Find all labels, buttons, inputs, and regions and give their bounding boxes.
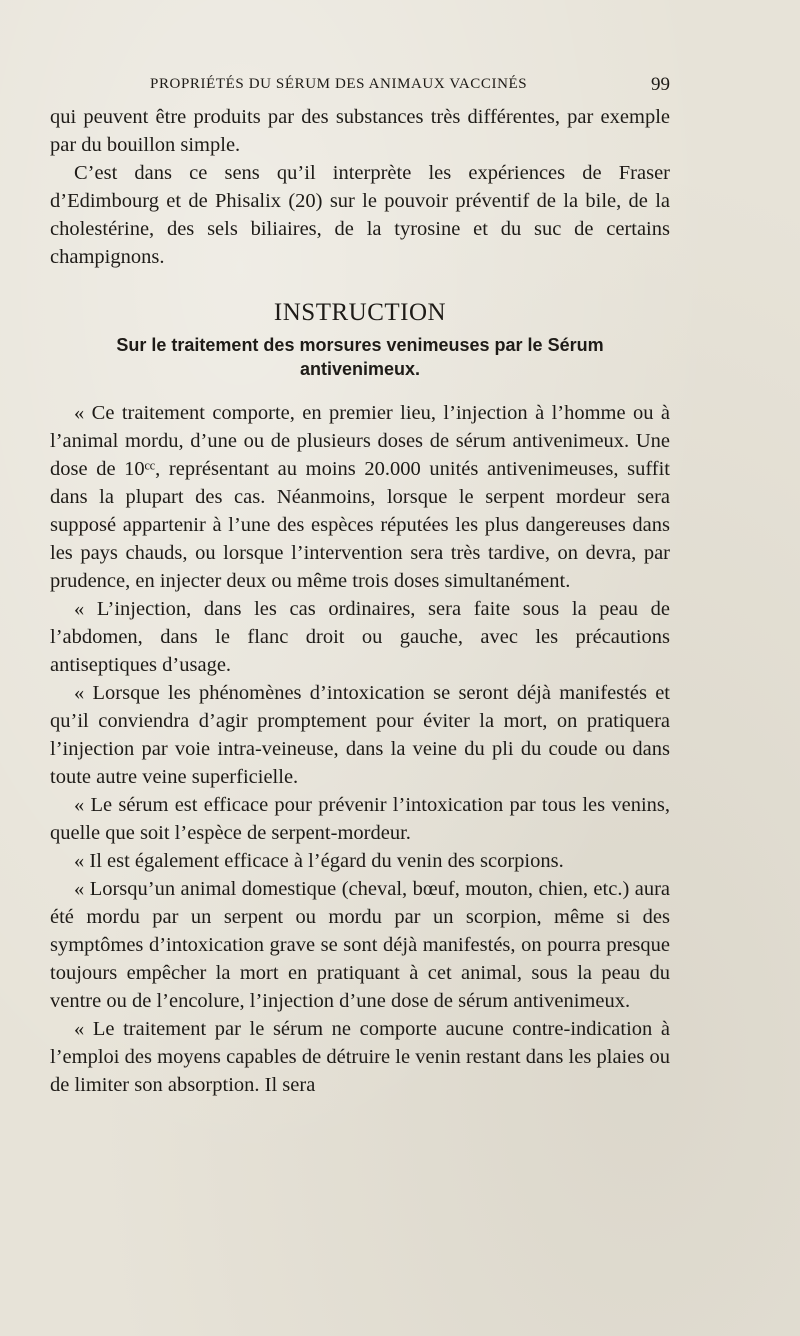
- page-number: 99: [651, 74, 670, 95]
- paragraph: « L’injection, dans les cas ordinaires, sera faite sous la peau de l’abdomen, dans le flanc droit ou gauche, avec les précautions antiseptiques d’usage.: [50, 598, 670, 676]
- paragraph: C’est dans ce sens qu’il interprète les expériences de Fraser d’Edimbourg et de Phisalix (20) sur le pouvoir préventif de la bile, de la cholestérine, des sels biliaires, de la tyrosine et du suc de certains champignons.: [50, 162, 670, 268]
- running-title: PROPRIÉTÉS DU SÉRUM DES ANIMAUX VACCINÉS: [150, 76, 528, 92]
- paragraph: « Lorsqu’un animal domestique (cheval, bœuf, mouton, chien, etc.) aura été mordu par un serpent ou mordu par un scorpion, même si des symptômes d’intoxication grave se sont déjà manifestés, on pourra presque toujours empêcher la mort en pratiquant à cet animal, sous la peau du ventre ou de l’encolure, l’injection d’une dose de sérum antivenimeux.: [50, 878, 670, 1012]
- paragraph: « Le traitement par le sérum ne comporte aucune contre-indication à l’emploi des moyens capables de détruire le venin restant dans les plaies ou de limiter son absorption. Il sera: [50, 1018, 670, 1096]
- paragraph: « Ce traitement comporte, en premier lieu, l’injection à l’homme ou à l’animal mordu, d’une ou de plusieurs doses de sérum antivenimeux. Une dose de 10ᶜᶜ, représentant au moins 20.000 unités antivenimeuses, suffit dans la plupart des cas. Néanmoins, lorsque le serpent mordeur sera supposé appartenir à l’une des espèces réputées les plus dangereuses dans les pays chauds, ou lorsque l’intervention sera très tardive, on devra, par prudence, en injecter deux ou même trois doses simultanément.: [50, 402, 670, 592]
- paragraph: « Le sérum est efficace pour prévenir l’intoxication par tous les venins, quelle que soit l’espèce de serpent-mordeur.: [50, 794, 670, 844]
- paragraph: qui peuvent être produits par des substances très différentes, par exemple par du bouillon simple.: [50, 106, 670, 156]
- paragraph: « Lorsque les phénomènes d’intoxication se seront déjà manifestés et qu’il conviendra d’agir promptement pour éviter la mort, on pratiquera l’injection par voie intra-veineuse, dans la veine du pli du coude ou dans toute autre veine superficielle.: [50, 682, 670, 788]
- section-subtitle: Sur le traitement des morsures venimeuses par le Sérum antivenimeux.: [116, 335, 604, 379]
- section-title: INSTRUCTION: [273, 299, 447, 326]
- body-text: [50, 103, 670, 1099]
- paragraph: « Il est également efficace à l’égard du venin des scorpions.: [74, 850, 564, 872]
- page-header: [150, 74, 670, 98]
